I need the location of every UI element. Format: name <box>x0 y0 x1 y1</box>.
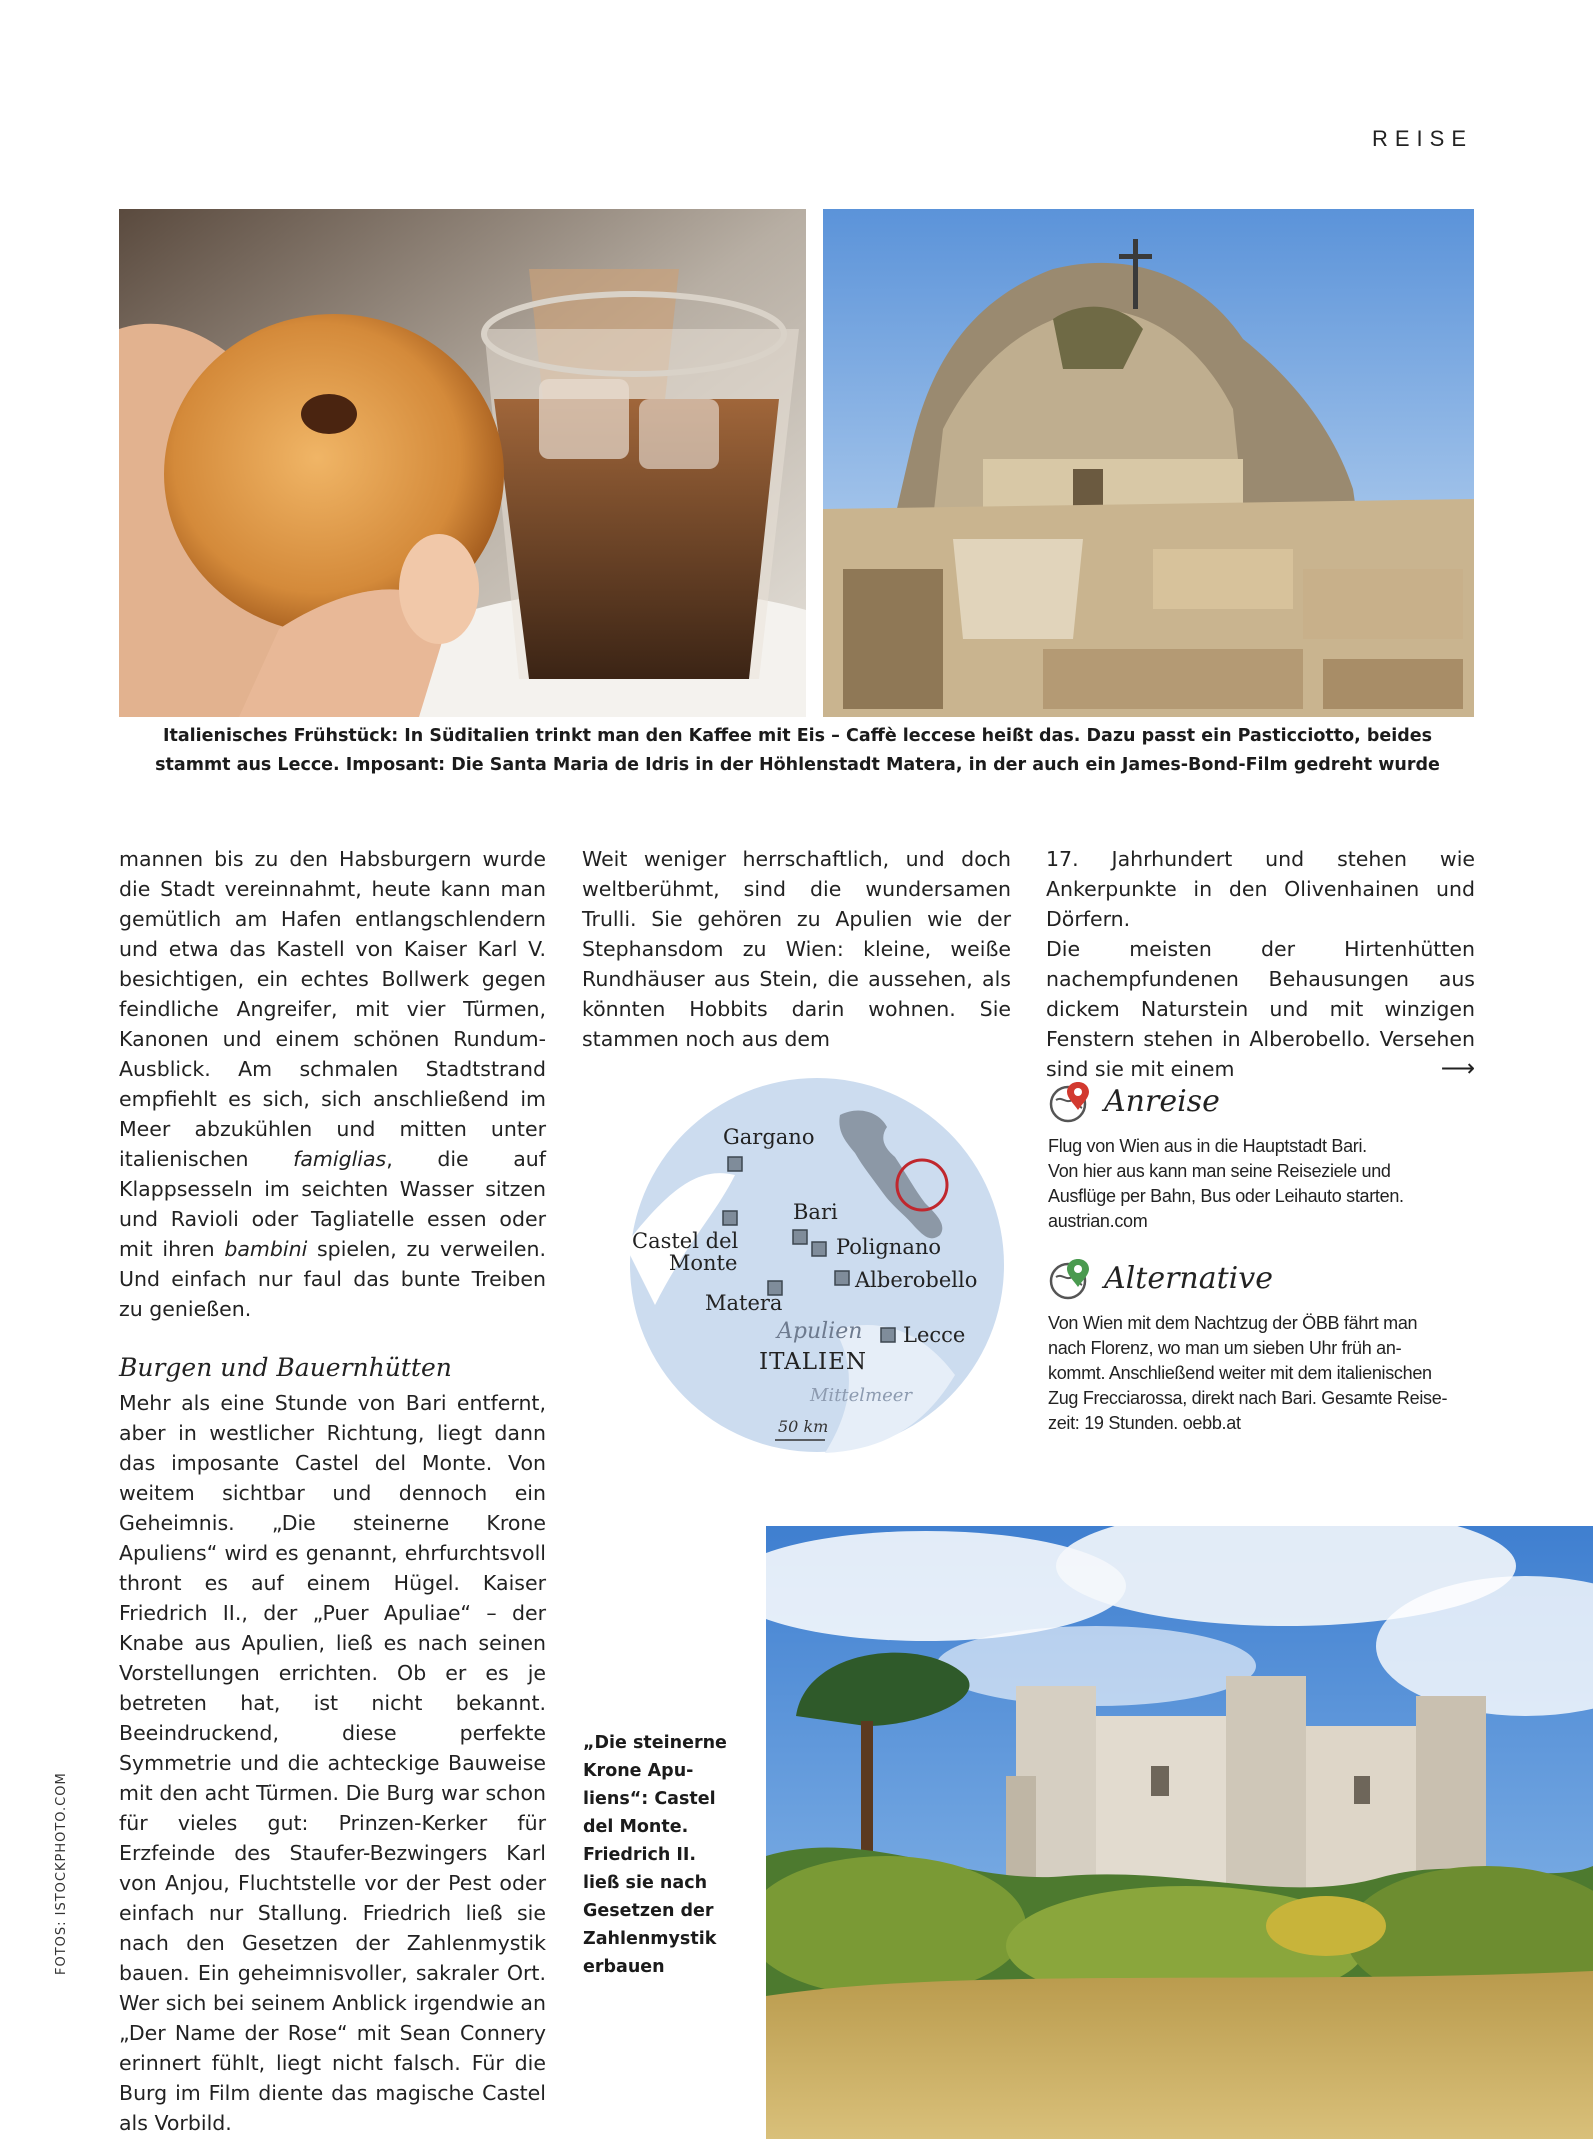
marker-lecce <box>881 1328 895 1342</box>
paragraph: Die meisten der Hirtenhütten nachempfundenen Behausungen aus dickem Naturstein und mit winzigen Fenstern stehen in Alberobello. Versehen sind sie mit einem ⟶ <box>1046 937 1475 1082</box>
marker-alberobello <box>835 1271 849 1285</box>
map-label-sea: Mittelmeer <box>810 1385 913 1406</box>
photo-credit: FOTOS: ISTOCKPHOTO.COM <box>54 1772 69 1975</box>
section-label: REISE <box>1371 126 1473 151</box>
castle-caption: „Die steinerne Krone Apu- liens“: Castel del Monte. Friedrich II. ließ sie nach Gesetzen der Zahlenmystik erbauen <box>583 1733 727 1977</box>
continue-arrow-icon: ⟶ <box>1440 1054 1475 1082</box>
map-label-matera: Matera <box>705 1291 783 1315</box>
caption-line: Italienisches Frühstück: In Süditalien trinkt man den Kaffee mit Eis – Caffè leccese heißt das. Dazu passt ein Pasticciotto, beides <box>162 726 1433 746</box>
info-text: Flug von Wien aus in die Hauptstadt Bari. Von hier aus kann man seine Reiseziele und Ausflüge per Bahn, Bus oder Leihauto starten. austrian.com <box>1048 1136 1404 1231</box>
paragraph: Weit weniger herrschaftlich, und doch weltberühmt, sind die wundersamen Trulli. Sie gehören zu Apulien wie der Stephansdom zu Wien: kleine, weiße Rundhäuser aus Stein, die aussehen, als könnten Hobbits darin wohnen. Sie stammen noch aus dem <box>582 847 1011 1051</box>
globe-pin-icon <box>1048 1255 1094 1301</box>
caption-line: stammt aus Lecce. Imposant: Die Santa Maria de Idris in der Höhlenstadt Matera, in der auch ein James-Bond-Film gedreht wurde <box>155 755 1440 775</box>
marker-gargano <box>728 1157 742 1171</box>
globe-pin-icon <box>1048 1078 1094 1124</box>
marker-bari <box>793 1230 807 1244</box>
map-label-polignano: Polignano <box>836 1235 942 1259</box>
info-text: Von Wien mit dem Nachtzug der ÖBB fährt man nach Florenz, wo man um sieben Uhr früh an- kommt. Anschließend weiter mit dem italienischen Zug Frecciarossa, direkt nach Bari. Gesamte Reise- zeit: 19 Stunden. oebb.at <box>1048 1313 1448 1433</box>
article-column-1 <box>119 844 546 2138</box>
map-label-country: ITALIEN <box>759 1349 868 1375</box>
map-scale-label: 50 km <box>778 1417 829 1436</box>
map-label-gargano: Gargano <box>723 1125 815 1149</box>
map-label-bari: Bari <box>793 1200 838 1224</box>
paragraph: 17. Jahrhundert und stehen wie Ankerpunkte in den Olivenhainen und Dörfern. <box>1046 847 1475 931</box>
marker-castel <box>723 1211 737 1225</box>
region-map <box>625 1075 1015 1455</box>
marker-polignano <box>812 1242 826 1256</box>
info-title: Alternative <box>1104 1261 1273 1296</box>
rock-church-photo <box>823 209 1474 717</box>
photo-caption <box>120 722 1475 780</box>
map-label-lecce: Lecce <box>903 1323 966 1347</box>
info-title: Anreise <box>1104 1084 1220 1119</box>
map-label-region: Apulien <box>777 1319 863 1344</box>
paragraph: mannen bis zu den Habsburgern wurde die Stadt vereinnahmt, heute kann man gemütlich am Hafen entlangschlendern und etwa das Kastell von Kaiser Karl V. besichtigen, ein echtes Bollwerk gegen feindliche Angreifer, mit vier Türmen, Kanonen und einem schönen Rundum-Ausblick. Am schmalen Stadtstrand empfiehlt es sich, sich anschließend im Meer abzukühlen und mitten unter italienischen famiglias, die auf Klappsesseln im seichten Wasser sitzen und Ravioli oder Tagliatelle essen oder mit ihren bambini spielen, zu verweilen. Und einfach nur faul das bunte Treiben zu genießen. <box>119 847 547 1321</box>
castle-photo <box>766 1526 1593 2139</box>
article-column-2 <box>582 844 1011 1054</box>
map-label-alberobello: Alberobello <box>855 1268 978 1292</box>
coffee-pastry-photo <box>119 209 806 717</box>
paragraph: Mehr als eine Stunde von Bari entfernt, aber in westlicher Richtung, liegt dann das imposante Castel del Monte. Von weitem sichtbar und dennoch ein Geheimnis. „Die steinerne Krone Apuliens“ wird es genannt, ehrfurchtsvoll thront es auf einem Hügel. Kaiser Friedrich II., der „Puer Apuliae“ – der Knabe aus Apulien, ließ es nach seinen Vorstellungen errichten. Ob er es je betreten hat, ist nicht bekannt. Beeindruckend, diese perfekte Symmetrie und die achteckige Bauweise mit den acht Türmen. Die Burg war schon für vieles gut: Prinzen-Kerker für Erzfeinde des Staufer-Bezwingers Karl von Anjou, Fluchtstelle vor der Pest oder einfach nur Stallung. Friedrich ließ sie nach den Gesetzen der Zahlenmystik bauen. Ein geheimnisvoller, sakraler Ort. Wer sich bei seinem Anblick irgendwie an „Der Name der Rose“ mit Sean Connery erinnert fühlt, liegt nicht falsch. Für die Burg im Film diente das magische Castel als Vorbild. <box>119 1391 546 2135</box>
subheading: Burgen und Bauernhütten <box>119 1353 452 1382</box>
article-column-3 <box>1046 844 1475 1084</box>
map-label-castel-del-monte: Castel del Monte <box>632 1229 739 1275</box>
